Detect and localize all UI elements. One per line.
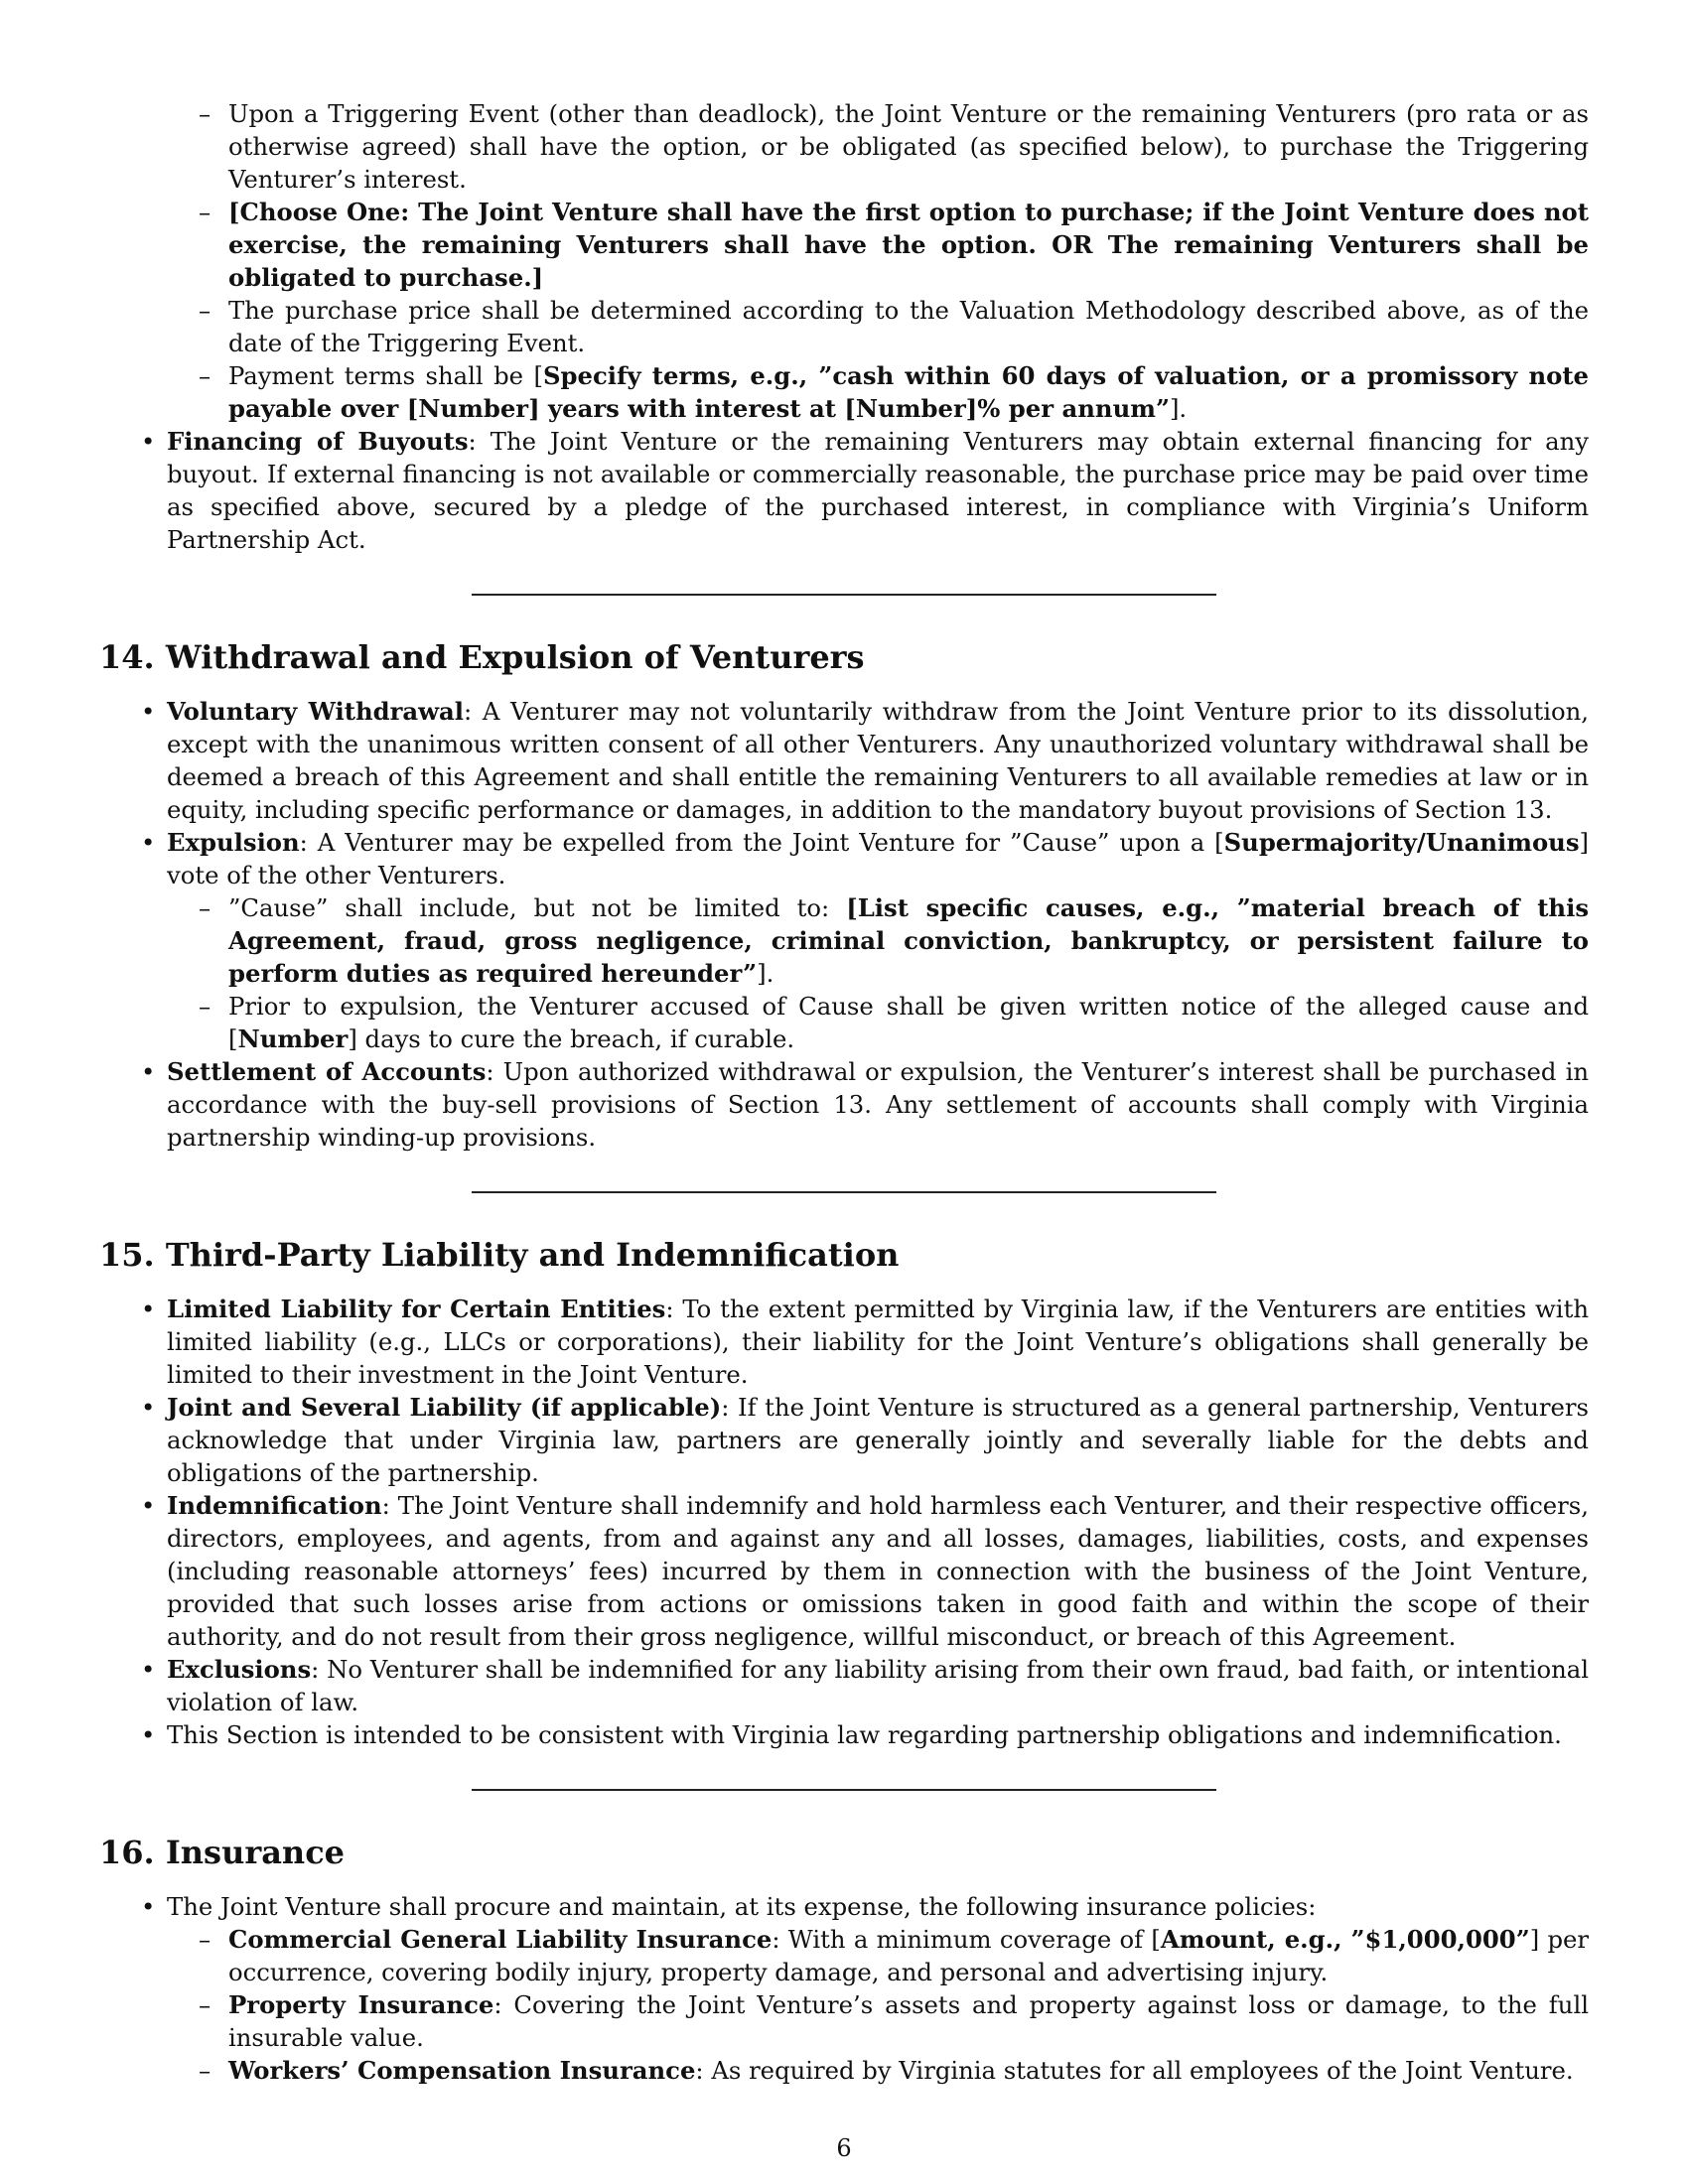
item-text: ] vote of the other Venturers. [167,828,1589,889]
item-label: Limited Liability for Certain Entities [167,1295,666,1323]
section-divider [472,1191,1216,1193]
section-divider [472,1789,1216,1791]
item-text: ]. [1169,394,1188,423]
item-bold: [Choose One: The Joint Venture shall have the first option to purchase; if the Joint Venture does not exercise, the remaining Venturers shall have the option. OR The remaining Venturers shall be obligated to purchase.] [228,198,1589,292]
item-label: Settlement of Accounts [167,1057,487,1086]
item-label: Voluntary Withdrawal [167,697,465,726]
item-text: : The Joint Venture shall indemnify and hold harmless each Venturer, and their respective officers, directors, employees, and agents, from and against any and all losses, damages, liabilities, costs, and expenses (including reasonable attorneys’ fees) incurred by them in connection with the business of the Joint Venture, provided that such losses arise from actions or omissions taken in good faith and within the scope of their authority, and do not result from their gross negligence, willful misconduct, or breach of this Agreement. [167,1491,1589,1651]
list-item [228,196,1589,294]
section-15-heading: 15. Third-Party Liability and Indemnification [99,1236,900,1274]
item-label: Exclusions [167,1655,312,1684]
section-divider [472,594,1216,596]
item-text: The purchase price shall be determined according to the Valuation Methodology described above, as of the date of the Triggering Event. [228,296,1589,357]
section-16-list [99,1890,1589,2087]
list-item [167,1293,1589,1391]
item-text: Payment terms shall be [ [228,361,544,390]
item-bold: [List specific causes, e.g., ”material breach of this Agreement, fraud, gross negligence, criminal conviction, bankruptcy, or persistent failure to perform duties as required hereunder” [228,893,1589,988]
list-item [167,1890,1589,2087]
item-label: Commercial General Liability Insurance [228,1925,773,1954]
item-text: Prior to expulsion, the Venturer accused of Cause shall be given written notice of the alleged cause and [ [228,992,1589,1053]
page-number: 6 [836,2134,852,2162]
financing-list [99,425,1589,556]
list-item [167,695,1589,826]
item-text: : Upon authorized withdrawal or expulsion, the Venturer’s interest shall be purchased in accordance with the buy-sell provisions of Section 13. Any settlement of accounts shall comply with Virginia partnership winding-up provisions. [167,1057,1589,1152]
section-16-heading: 16. Insurance [99,1834,346,1871]
item-text: ”Cause” shall include, but not be limited to: [228,893,847,922]
item-text: ]. [757,959,774,988]
item-text: Upon a Triggering Event (other than deadlock), the Joint Venture or the remaining Venturers (pro rata or as otherwise agreed) shall have the option, or be obligated (as specified below), to purchase the Triggering Venturer’s interest. [228,99,1589,194]
list-item [228,1923,1589,1988]
list-item [167,1055,1589,1154]
list-item [228,990,1589,1055]
item-text: : A Venturer may be expelled from the Joint Venture for ”Cause” upon a [ [299,828,1224,857]
expulsion-sublist [167,891,1589,1055]
item-label: Financing of Buyouts [167,427,469,456]
item-text: : To the extent permitted by Virginia law, if the Venturers are entities with limited liability (e.g., LLCs or corporations), their liability for the Joint Venture’s obligations shall generally be limited to their investment in the Joint Venture. [167,1295,1589,1389]
list-item [228,294,1589,359]
list-item [228,2054,1589,2087]
list-item [167,425,1589,556]
list-item [228,359,1589,425]
item-bold: Supermajority/Unanimous [1223,828,1580,857]
list-item [167,1489,1589,1653]
list-item [228,891,1589,990]
list-item [167,1653,1589,1718]
insurance-sublist [167,1923,1589,2087]
item-label: Property Insurance [228,1990,494,2019]
list-item [167,1391,1589,1489]
item-text: ] per occurrence, covering bodily injury, property damage, and personal and advertising injury. [228,1925,1590,1986]
item-text: : With a minimum coverage of [ [772,1925,1161,1954]
item-text: : As required by Virginia statutes for all employees of the Joint Venture. [695,2056,1574,2085]
item-label: Joint and Several Liability (if applicable) [167,1393,722,1422]
list-item [228,1988,1589,2054]
item-text: : The Joint Venture or the remaining Venturers may obtain external financing for any buyout. If external financing is not available or commercially reasonable, the purchase price may be paid over time as specified above, secured by a pledge of the purchased interest, in compliance with Virginia’s Uniform Partnership Act. [167,427,1589,554]
item-text: ] days to cure the breach, if curable. [348,1024,795,1053]
item-bold: Number [237,1024,349,1053]
item-label: Indemnification [167,1491,382,1520]
item-text: This Section is intended to be consistent with Virginia law regarding partnership obligations and indemnification. [167,1720,1562,1749]
item-bold: Specify terms, e.g., ”cash within 60 days of valuation, or a promissory note payable over [Number] years with interest at [Number]% per annum” [228,361,1590,423]
item-label: Workers’ Compensation Insurance [228,2056,696,2085]
list-item [167,1718,1589,1751]
item-text: The Joint Venture shall procure and maintain, at its expense, the following insurance policies: [167,1892,1317,1921]
item-text: : If the Joint Venture is structured as a general partnership, Venturers acknowledge that under Virginia law, partners are generally jointly and severally liable for the debts and obligations of the partnership. [167,1393,1590,1487]
section-15-list [99,1293,1589,1751]
item-text: : No Venturer shall be indemnified for any liability arising from their own fraud, bad faith, or intentional violation of law. [167,1655,1589,1716]
list-item [167,826,1589,1055]
document-page [99,97,1589,2087]
section-14-heading: 14. Withdrawal and Expulsion of Venturers [99,638,865,676]
item-text: : Covering the Joint Venture’s assets and property against loss or damage, to the full insurable value. [228,1990,1589,2052]
list-item [228,97,1589,196]
item-label: Expulsion [167,828,300,857]
section-14-list [99,695,1589,1154]
buyout-sublist [99,97,1589,425]
item-bold: Amount, e.g., ”$1,000,000” [1160,1925,1530,1954]
item-text: : A Venturer may not voluntarily withdraw from the Joint Venture prior to its dissolution, except with the unanimous written consent of all other Venturers. Any unauthorized voluntary withdrawal shall be deemed a breach of this Agreement and shall entitle the remaining Venturers to all available remedies at law or in equity, including specific performance or damages, in addition to the mandatory buyout provisions of Section 13. [167,697,1589,824]
